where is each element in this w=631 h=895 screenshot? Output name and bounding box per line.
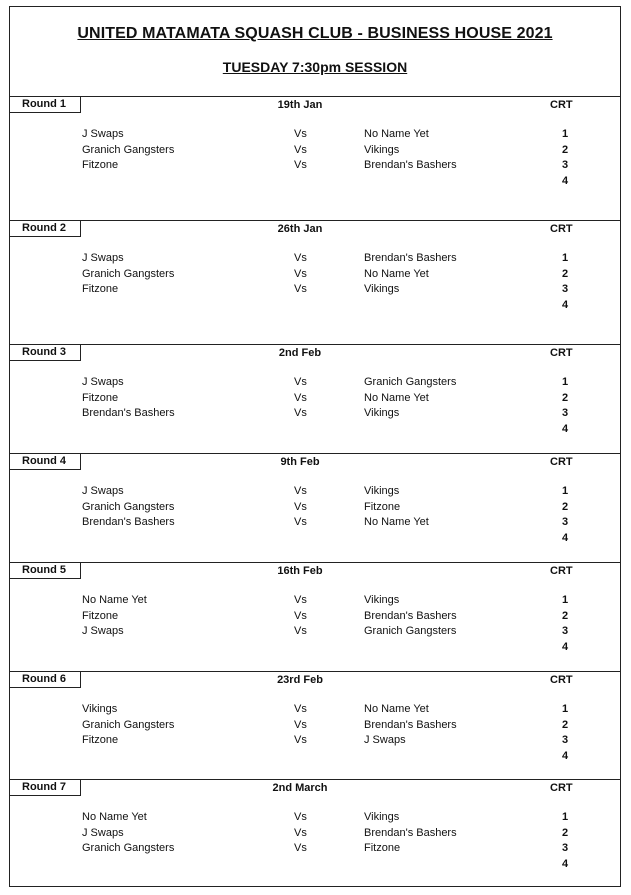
round-header xyxy=(10,97,620,115)
home-team: No Name Yet xyxy=(82,594,147,606)
court-number: 4 xyxy=(562,531,569,544)
away-team: No Name Yet xyxy=(364,703,429,715)
round-date: 26th Jan xyxy=(277,223,323,235)
court-number: 3 xyxy=(562,625,569,638)
match-list xyxy=(10,703,620,765)
match-row xyxy=(10,283,620,299)
round-label: Round 5 xyxy=(9,562,81,579)
home-team: Fitzone xyxy=(82,734,119,747)
match-row xyxy=(10,594,620,610)
court-number: 1 xyxy=(562,128,569,140)
home-team: No Name Yet xyxy=(82,811,147,823)
round-header xyxy=(10,454,620,472)
versus-label: Vs xyxy=(294,485,307,497)
round-block xyxy=(10,563,620,672)
away-team: Vikings xyxy=(364,407,400,420)
round-header xyxy=(10,563,620,581)
court-number: 4 xyxy=(562,749,569,762)
away-team: No Name Yet xyxy=(364,267,429,280)
round-label: Round 6 xyxy=(9,671,81,688)
match-row xyxy=(10,128,620,144)
court-number: 2 xyxy=(562,143,569,156)
court-column-label: CRT xyxy=(550,347,573,359)
versus-label: Vs xyxy=(294,703,307,715)
court-number: 3 xyxy=(562,159,569,172)
versus-label: Vs xyxy=(294,143,307,156)
round-date: 23rd Feb xyxy=(277,674,323,686)
court-number: 3 xyxy=(562,842,569,855)
match-list xyxy=(10,811,620,873)
away-team: Fitzone xyxy=(364,500,401,513)
versus-label: Vs xyxy=(294,267,307,280)
away-team: No Name Yet xyxy=(364,391,429,404)
away-team: Vikings xyxy=(364,811,400,823)
round-block xyxy=(10,672,620,780)
court-column-label: CRT xyxy=(550,99,573,111)
court-number: 2 xyxy=(562,391,569,404)
match-list xyxy=(10,128,620,190)
match-row xyxy=(10,858,620,874)
document-header xyxy=(10,7,620,97)
court-column-label: CRT xyxy=(550,223,573,235)
versus-label: Vs xyxy=(294,283,307,296)
court-number: 3 xyxy=(562,407,569,420)
away-team: Brendan's Bashers xyxy=(364,826,457,839)
away-team: Fitzone xyxy=(364,842,401,855)
away-team: Granich Gangsters xyxy=(364,376,457,388)
home-team: Fitzone xyxy=(82,609,119,622)
away-team: Vikings xyxy=(364,594,400,606)
home-team: Granich Gangsters xyxy=(82,500,175,513)
away-team: No Name Yet xyxy=(364,128,429,140)
court-number: 2 xyxy=(562,826,569,839)
court-number: 2 xyxy=(562,609,569,622)
schedule-document xyxy=(9,6,621,887)
away-team: J Swaps xyxy=(364,734,406,747)
court-number: 1 xyxy=(562,252,569,264)
home-team: Granich Gangsters xyxy=(82,718,175,731)
match-row xyxy=(10,842,620,858)
match-row xyxy=(10,144,620,160)
match-row xyxy=(10,485,620,501)
match-row xyxy=(10,516,620,532)
court-number: 4 xyxy=(562,174,569,187)
versus-label: Vs xyxy=(294,594,307,606)
versus-label: Vs xyxy=(294,376,307,388)
versus-label: Vs xyxy=(294,609,307,622)
court-column-label: CRT xyxy=(550,456,573,468)
round-header xyxy=(10,780,620,798)
court-number: 1 xyxy=(562,703,569,715)
away-team: No Name Yet xyxy=(364,516,429,529)
round-header xyxy=(10,221,620,239)
match-list xyxy=(10,252,620,314)
away-team: Brendan's Bashers xyxy=(364,718,457,731)
away-team: Brendan's Bashers xyxy=(364,252,457,264)
home-team: Fitzone xyxy=(82,283,119,296)
court-number: 4 xyxy=(562,298,569,311)
versus-label: Vs xyxy=(294,500,307,513)
court-column-label: CRT xyxy=(550,782,573,794)
round-block xyxy=(10,780,620,887)
versus-label: Vs xyxy=(294,811,307,823)
match-row xyxy=(10,811,620,827)
match-row xyxy=(10,703,620,719)
match-list xyxy=(10,485,620,547)
court-number: 4 xyxy=(562,857,569,870)
court-column-label: CRT xyxy=(550,565,573,577)
court-number: 4 xyxy=(562,422,569,435)
round-block xyxy=(10,454,620,563)
round-label: Round 7 xyxy=(9,779,81,796)
court-number: 1 xyxy=(562,376,569,388)
round-date: 2nd Feb xyxy=(278,347,322,359)
versus-label: Vs xyxy=(294,826,307,839)
away-team: Vikings xyxy=(364,485,400,497)
match-row xyxy=(10,268,620,284)
home-team: Granich Gangsters xyxy=(82,143,175,156)
away-team: Brendan's Bashers xyxy=(364,159,457,172)
home-team: Fitzone xyxy=(82,159,119,172)
round-header xyxy=(10,672,620,690)
round-date: 19th Jan xyxy=(277,99,323,111)
away-team: Granich Gangsters xyxy=(364,625,457,638)
round-header xyxy=(10,345,620,363)
court-number: 3 xyxy=(562,734,569,747)
versus-label: Vs xyxy=(294,391,307,404)
match-list xyxy=(10,376,620,438)
home-team: J Swaps xyxy=(82,128,124,140)
court-number: 2 xyxy=(562,500,569,513)
match-row xyxy=(10,827,620,843)
home-team: J Swaps xyxy=(82,252,124,264)
match-row xyxy=(10,532,620,548)
document-title: UNITED MATAMATA SQUASH CLUB - BUSINESS HOUSE 2021 xyxy=(77,25,553,42)
versus-label: Vs xyxy=(294,734,307,747)
round-block xyxy=(10,221,620,345)
match-row xyxy=(10,392,620,408)
away-team: Vikings xyxy=(364,283,400,296)
match-row xyxy=(10,407,620,423)
away-team: Brendan's Bashers xyxy=(364,609,457,622)
round-label: Round 4 xyxy=(9,453,81,470)
match-row xyxy=(10,625,620,641)
home-team: Fitzone xyxy=(82,391,119,404)
round-block xyxy=(10,345,620,454)
home-team: Granich Gangsters xyxy=(82,267,175,280)
versus-label: Vs xyxy=(294,625,307,638)
match-row xyxy=(10,641,620,657)
court-column-label: CRT xyxy=(550,674,573,686)
court-number: 4 xyxy=(562,640,569,653)
match-row xyxy=(10,252,620,268)
session-subtitle: TUESDAY 7:30pm SESSION xyxy=(222,59,408,75)
round-label: Round 1 xyxy=(9,96,81,113)
match-row xyxy=(10,734,620,750)
home-team: Vikings xyxy=(82,703,118,715)
court-number: 3 xyxy=(562,283,569,296)
versus-label: Vs xyxy=(294,407,307,420)
home-team: Granich Gangsters xyxy=(82,842,175,855)
rounds-container xyxy=(10,97,620,887)
match-row xyxy=(10,175,620,191)
versus-label: Vs xyxy=(294,516,307,529)
versus-label: Vs xyxy=(294,159,307,172)
versus-label: Vs xyxy=(294,252,307,264)
match-row xyxy=(10,719,620,735)
court-number: 3 xyxy=(562,516,569,529)
home-team: Brendan's Bashers xyxy=(82,407,175,420)
home-team: J Swaps xyxy=(82,376,124,388)
match-row xyxy=(10,750,620,766)
versus-label: Vs xyxy=(294,128,307,140)
away-team: Vikings xyxy=(364,143,400,156)
court-number: 1 xyxy=(562,485,569,497)
round-label: Round 2 xyxy=(9,220,81,237)
court-number: 1 xyxy=(562,811,569,823)
match-row xyxy=(10,423,620,439)
versus-label: Vs xyxy=(294,718,307,731)
round-date: 2nd March xyxy=(272,782,328,794)
home-team: J Swaps xyxy=(82,826,124,839)
round-date: 9th Feb xyxy=(280,456,320,468)
court-number: 1 xyxy=(562,594,569,606)
match-row xyxy=(10,376,620,392)
match-row xyxy=(10,501,620,517)
court-number: 2 xyxy=(562,267,569,280)
home-team: J Swaps xyxy=(82,625,124,638)
round-label: Round 3 xyxy=(9,344,81,361)
court-number: 2 xyxy=(562,718,569,731)
match-row xyxy=(10,610,620,626)
home-team: J Swaps xyxy=(82,485,124,497)
round-date: 16th Feb xyxy=(277,565,323,577)
home-team: Brendan's Bashers xyxy=(82,516,175,529)
match-list xyxy=(10,594,620,656)
match-row xyxy=(10,299,620,315)
match-row xyxy=(10,159,620,175)
round-block xyxy=(10,97,620,221)
versus-label: Vs xyxy=(294,842,307,855)
